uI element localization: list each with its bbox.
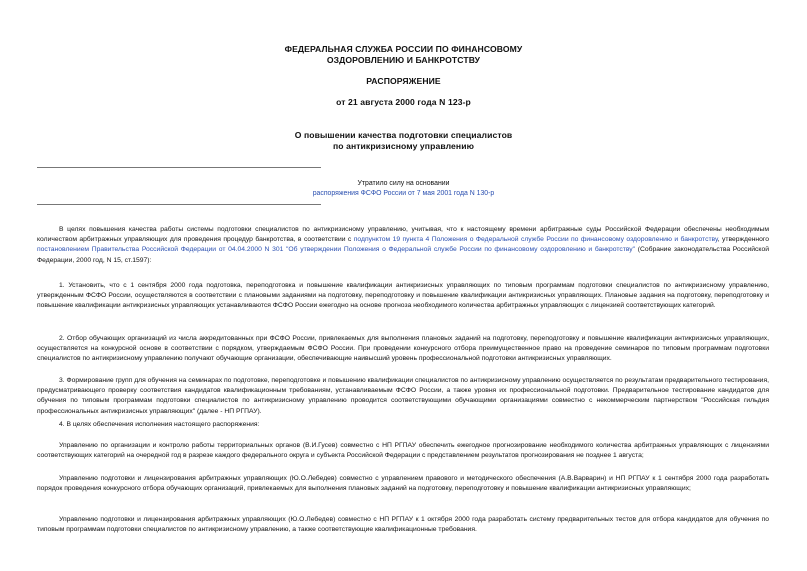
government-decree-link[interactable]: постановлением Правительства Российской Федерации от 04.04.2000 N 301 "Об утверждении Положения о Федеральной службе России по финансовому оздоровлению и банкротству" xyxy=(37,246,636,254)
document-date: от 21 августа 2000 года N 123-р xyxy=(336,97,471,107)
divider-bottom xyxy=(37,204,321,205)
document-title-line-1: О повышении качества подготовки специалистов xyxy=(294,130,513,140)
paragraph-4a: Управлению по организации и контролю работы территориальных органов (В.И.Гусев) совместно с НП РГПАУ обеспечить ежегодное прогнозирование необходимого количества арбитражных управляющих с лицензиями соответствующих категорий на очередной год в разрезе каждого федерального округа и субъекта Российской Федерации с представлением результатов прогнозирования не позднее 1 августа; xyxy=(37,442,769,460)
preamble-text-2: , утвержденного xyxy=(717,236,769,244)
preamble-text-1: В целях повышения качества работы системы подготовки специалистов по антикризисному управлению, учитывая, что к настоящему времени арбитражные суды Российской Федерации обеспечены необходимым количеством арбитражных управляющих для проведения процедур банкротства, в соответствии с xyxy=(37,226,769,244)
preamble-paragraph xyxy=(37,225,769,266)
paragraph-4c: Управлению подготовки и лицензирования арбитражных управляющих (Ю.О.Лебедев) совместно с НП РГПАУ к 1 октября 2000 года разработать систему предварительных тестов для отбора кандидатов для обучения по типовым программам подготовки специалистов по антикризисному управлению, а также соответствующие квалификационные требования. xyxy=(37,516,769,534)
org-name-line-2: ОЗДОРОВЛЕНИЮ И БАНКРОТСТВУ xyxy=(326,55,481,65)
status-note: Утратило силу на основании xyxy=(357,180,450,187)
paragraph-1: 1. Установить, что с 1 сентября 2000 года подготовка, переподготовка и повышение квалификации антикризисных управляющих по типовым программам подготовки специалистов по антикризисному управлению, утвержденным ФСФО России, осуществляются в соответствии с плановыми заданиями на подготовку, переподготовку и повышение квалификации антикризисных управляющих. Плановые задания на подготовку, переподготовку и повышение квалификации антикризисных управляющих устанавливаются ФСФО России ежегодно на основе прогноза необходимого количества арбитражных управляющих с лицензией соответствующих категорий. xyxy=(37,282,769,310)
repeal-order-link[interactable]: распоряжения ФСФО России от 7 мая 2001 года N 130-р xyxy=(312,190,495,197)
status-link-line xyxy=(0,189,807,199)
paragraph-3: 3. Формирование групп для обучения на семинарах по подготовке, переподготовке и повышению квалификации специалистов по антикризисному управлению осуществляется по результатам предварительного тестирования, предусматривающего проверку соответствия кандидатов квалификационным требованиям, устанавливаемым ФСФО России, а также уровня их профессиональной подготовки. Предварительное тестирование кандидатов для обучения по типовым программам подготовки специалистов по антикризисному управлению проводится соответствующими обучающими организациями совместно с некоммерческим партнерством "Российская гильдия профессиональных антикризисных управляющих" (далее - НП РГПАУ). xyxy=(37,377,769,415)
paragraph-2: 2. Отбор обучающих организаций из числа аккредитованных при ФСФО России, привлекаемых для выполнения плановых заданий на подготовку, переподготовку и повышение квалификации антикризисных управляющих, осуществляется на конкурсной основе в соответствии с порядком, утверждаемым ФСФО России. При проведении конкурсного отбора преимущественное право на проведение семинаров по типовым программам подготовки специалистов по антикризисному управлению получают обучающие организации, обеспечивающие наивысший уровень профессиональной подготовки антикризисных управляющих. xyxy=(37,335,769,363)
document-title-line-2: по антикризисному управлению xyxy=(332,141,475,151)
paragraph-4: 4. В целях обеспечения исполнения настоящего распоряжения: xyxy=(59,421,260,428)
divider-top xyxy=(37,167,321,168)
org-name-line-1: ФЕДЕРАЛЬНАЯ СЛУЖБА РОССИИ ПО ФИНАНСОВОМУ xyxy=(284,44,523,54)
preamble-text-3: (Собрание законодательства Российской Федерации, 2000 год, N 15, ст.1597): xyxy=(37,246,769,264)
document-type: РАСПОРЯЖЕНИЕ xyxy=(366,76,441,86)
regulation-link[interactable]: подпунктом 19 пункта 4 Положения о Федеральной службе России по финансовому оздоровлению и банкротству xyxy=(353,236,718,244)
paragraph-4b: Управлению подготовки и лицензирования арбитражных управляющих (Ю.О.Лебедев) совместно с управлением правового и методического обеспечения (А.В.Варварин) и НП РГПАУ к 1 сентября 2000 года разработать порядок проведения конкурсного отбора обучающих организаций, привлекаемых для выполнения плановых заданий на подготовку, переподготовку и повышение квалификации антикризисных управляющих; xyxy=(37,475,769,493)
